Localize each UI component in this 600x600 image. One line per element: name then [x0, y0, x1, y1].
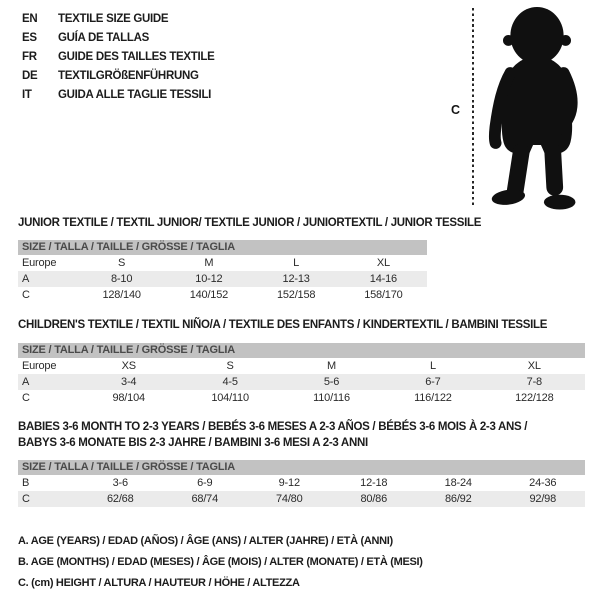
table-cell: 14-16 — [369, 273, 397, 285]
table-row — [18, 255, 427, 271]
section-title-babies — [18, 419, 527, 451]
language-title: TEXTILE SIZE GUIDE — [58, 13, 169, 25]
table-cell: 116/122 — [414, 392, 452, 404]
table-cell: S — [118, 257, 126, 269]
section-title-children: CHILDREN'S TEXTILE / TEXTIL NIÑO/A / TEXTILE DES ENFANTS / KINDERTEXTIL / BAMBINI TESSILE — [18, 319, 548, 331]
language-row-de — [22, 67, 215, 86]
language-row-es — [22, 29, 215, 48]
table-cell: 80/86 — [360, 493, 388, 505]
table-cell: 7-8 — [526, 376, 542, 388]
table-cell: XS — [121, 360, 136, 372]
table-cell: 4-5 — [222, 376, 238, 388]
table-cell: XL — [527, 360, 541, 372]
table-cell: 110/116 — [313, 392, 350, 404]
table-cell: 98/104 — [112, 392, 145, 404]
table-cell: 8-10 — [111, 273, 133, 285]
table-cell: M — [204, 257, 214, 269]
table-row — [18, 390, 585, 406]
table-cell: 12-18 — [360, 477, 388, 489]
table-header-bar: SIZE / TALLA / TAILLE / GRÖSSE / TAGLIA — [18, 240, 427, 255]
table-cell: 74/80 — [275, 493, 303, 505]
footnote-c: C. (cm) HEIGHT / ALTURA / HAUTEUR / HÖHE / ALTEZZA — [18, 577, 300, 589]
height-measure-dotted-line — [472, 8, 474, 207]
table-row — [18, 475, 585, 491]
table-cell: M — [327, 360, 336, 372]
table-cell: 128/140 — [102, 289, 141, 301]
table-cell: 9-12 — [278, 477, 300, 489]
table-cell: 3-4 — [121, 376, 137, 388]
language-code: ES — [22, 32, 37, 44]
row-label: Europe — [22, 360, 57, 372]
section-title-babies-line2: BABYS 3-6 MONATE BIS 2-3 JAHRE / BAMBINI 3-6 MESI A 2-3 ANNI — [18, 437, 368, 449]
table-cell: 122/128 — [515, 392, 554, 404]
language-title: GUIDE DES TAILLES TEXTILE — [58, 51, 215, 63]
row-label: Europe — [22, 257, 57, 269]
row-label: B — [22, 477, 30, 489]
table-cell: 5-6 — [323, 376, 340, 388]
table-cell: L — [429, 360, 436, 372]
footnote-a: A. AGE (YEARS) / EDAD (AÑOS) / ÂGE (ANS) / ALTER (JAHRE) / ETÀ (ANNI) — [18, 535, 393, 547]
table-cell: 6-9 — [197, 477, 213, 489]
table-cell: 140/152 — [189, 289, 229, 301]
language-title: GUIDA ALLE TAGLIE TESSILI — [58, 89, 212, 101]
table-cell: 158/170 — [364, 289, 403, 301]
babies-size-table — [18, 460, 585, 507]
table-cell: 3-6 — [112, 477, 128, 489]
footnote-b: B. AGE (MONTHS) / EDAD (MESES) / ÂGE (MOIS) / ALTER (MONATE) / ETÀ (MESI) — [18, 556, 423, 568]
footnotes — [18, 531, 423, 594]
language-code: DE — [22, 70, 38, 82]
section-title-babies-line1: BABIES 3-6 MONTH TO 2-3 YEARS / BEBÉS 3-6 MESES A 2-3 AÑOS / BÉBÉS 3-6 MOIS À 2-3 ANS / — [18, 421, 528, 433]
table-cell: 152/158 — [276, 289, 316, 301]
table-cell: 18-24 — [444, 477, 472, 489]
table-cell: L — [293, 257, 300, 269]
table-row — [18, 358, 585, 374]
table-cell: 86/92 — [444, 493, 472, 505]
table-row — [18, 374, 585, 390]
table-header-bar: SIZE / TALLA / TAILLE / GRÖSSE / TAGLIA — [18, 460, 585, 475]
table-cell: 68/74 — [191, 493, 219, 505]
baby-silhouette-icon — [477, 4, 597, 211]
row-label: C — [22, 289, 30, 301]
table-row — [18, 491, 585, 507]
table-row — [18, 271, 427, 287]
language-title: TEXTILGRÖßENFÜHRUNG — [58, 70, 199, 82]
section-title-junior: JUNIOR TEXTILE / TEXTIL JUNIOR/ TEXTILE JUNIOR / JUNIORTEXTIL / JUNIOR TESSILE — [18, 217, 482, 229]
language-list — [22, 10, 215, 105]
row-label: A — [22, 376, 30, 388]
table-cell: 6-7 — [425, 376, 441, 388]
table-cell: 10-12 — [195, 273, 223, 285]
language-code: FR — [22, 51, 37, 63]
table-cell: 104/110 — [211, 392, 249, 404]
language-title: GUÍA DE TALLAS — [58, 32, 149, 44]
table-cell: S — [226, 360, 234, 372]
row-label: A — [22, 273, 30, 285]
table-cell: 12-13 — [282, 273, 310, 285]
table-row — [18, 287, 427, 303]
height-measure-label: C — [451, 103, 461, 117]
row-label: C — [22, 392, 30, 404]
table-cell: XL — [376, 257, 390, 269]
language-code: EN — [22, 13, 38, 25]
table-cell: 24-36 — [529, 477, 557, 489]
junior-size-table — [18, 240, 427, 303]
table-header-bar: SIZE / TALLA / TAILLE / GRÖSSE / TAGLIA — [18, 343, 585, 358]
row-label: C — [22, 493, 30, 505]
language-row-it — [22, 86, 215, 105]
language-code: IT — [22, 89, 32, 101]
language-row-en — [22, 10, 215, 29]
table-cell: 92/98 — [529, 493, 557, 505]
language-row-fr — [22, 48, 215, 67]
children-size-table — [18, 343, 585, 406]
table-cell: 62/68 — [106, 493, 134, 505]
